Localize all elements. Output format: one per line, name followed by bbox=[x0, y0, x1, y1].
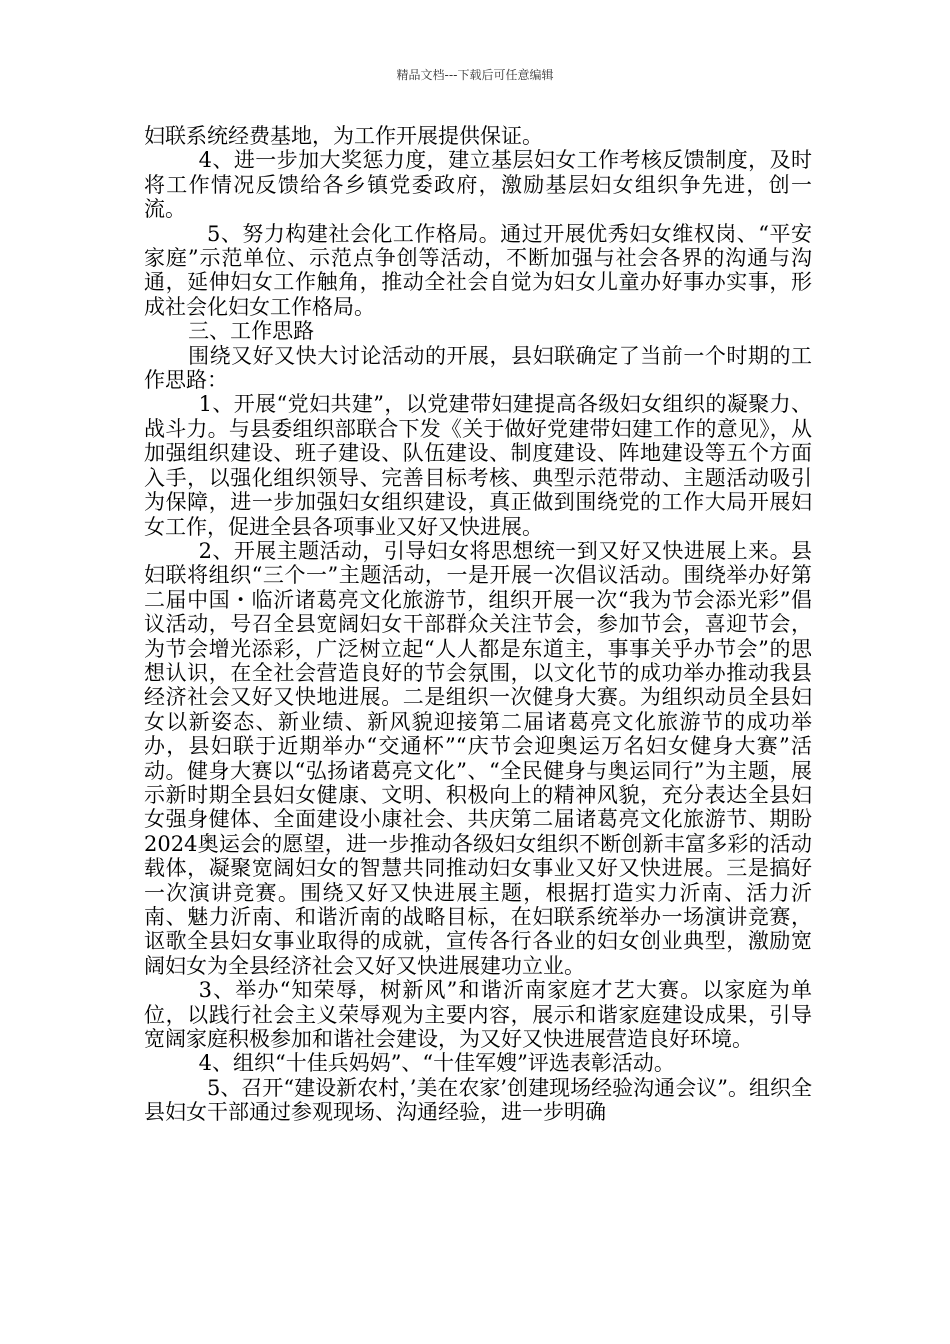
section-heading: 三、工作思路 bbox=[188, 319, 315, 344]
paragraph-point-1: 1、开展“党妇共建”，以党建带妇建提高各级妇女组织的凝聚力、战斗力。与县委组织部联合下发《关于做好党建带妇建工作的意见》，从加强组织建设、班子建设、队伍建设、制度建设、阵地建设等五个方面入手，以强化组织领导、完善目标考核、典型示范带动、主题活动吸引为保障，进一步加强妇女组织建设，真正做到围绕党的工作大局开展妇女工作，促进全县各项事业又好又快进展。 bbox=[144, 392, 812, 539]
paragraph-item-4: 4、进一步加大奖惩力度，建立基层妇女工作考核反馈制度，及时将工作情况反馈给各乡镇党委政府，激励基层妇女组织争先进，创一流。 bbox=[144, 148, 812, 222]
paragraph-point-3: 3、举办“知荣辱，树新风”和谐沂南家庭才艺大赛。以家庭为单位，以践行社会主义荣辱观为主要内容，展示和谐家庭建设成果，引导宽阔家庭积极参加和谐社会建设，为又好又快进展营造良好环境。 bbox=[144, 978, 812, 1052]
paragraph-point-5: 5、召开“建设新农村，’美在农家’创建现场经验沟通会议”。组织全县妇女干部通过参观现场、沟通经验，进一步明确 bbox=[144, 1075, 812, 1125]
paragraph-item-5: 5、努力构建社会化工作格局。通过开展优秀妇女维权岗、“平安家庭”示范单位、示范点争创等活动，不断加强与社会各界的沟通与沟通，延伸妇女工作触角，推动全社会自觉为妇女儿童办好事办实事，形成社会化妇女工作格局。 bbox=[144, 221, 812, 319]
document-body bbox=[144, 124, 812, 1125]
paragraph-intro: 围绕又好又快大讨论活动的开展，县妇联确定了当前一个时期的工作思路： bbox=[144, 343, 812, 393]
page-header: 精品文档---下载后可任意编辑 bbox=[396, 68, 554, 82]
paragraph-point-2: 2、开展主题活动，引导妇女将思想统一到又好又快进展上来。县妇联将组织“三个一”主题活动，一是开展一次倡议活动。围绕举办好第二届中国・临沂诸葛亮文化旅游节，组织开展一次“我为节会添光彩”倡议活动，号召全县宽阔妇女干部群众关注节会，参加节会，喜迎节会，为节会增光添彩，广泛树立起“人人都是东道主，事事关乎办节会”的思想认识，在全社会营造良好的节会氛围，以文化节的成功举办推动我县经济社会又好又快地进展。二是组织一次健身大赛。为组织动员全县妇女以新姿态、新业绩、新风貌迎接第二届诸葛亮文化旅游节的成功举办，县妇联于近期举办“交通杯”“庆节会迎奥运万名妇女健身大赛”活动。健身大赛以“弘扬诸葛亮文化”、“全民健身与奥运同行”为主题，展示新时期全县妇女健康、文明、积极向上的精神风貌，充分表达全县妇女强身健体、全面建设小康社会、共庆第二届诸葛亮文化旅游节、期盼2024奥运会的愿望，进一步推动各级妇女组织不断创新丰富多彩的活动载体，凝聚宽阔妇女的智慧共同推动妇女事业又好又快进展。三是搞好一次演讲竞赛。围绕又好又快进展主题，根据打造实力沂南、活力沂南、魅力沂南、和谐沂南的战略目标，在妇联系统举办一场演讲竞赛，讴歌全县妇女事业取得的成就，宣传各行各业的妇女创业典型，激励宽阔妇女为全县经济社会又好又快进展建功立业。 bbox=[144, 538, 812, 978]
paragraph-point-4: 4、组织“十佳兵妈妈”、“十佳军嫂”评选表彰活动。 bbox=[198, 1051, 675, 1076]
paragraph-continuation: 妇联系统经费基地，为工作开展提供保证。 bbox=[144, 124, 543, 148]
